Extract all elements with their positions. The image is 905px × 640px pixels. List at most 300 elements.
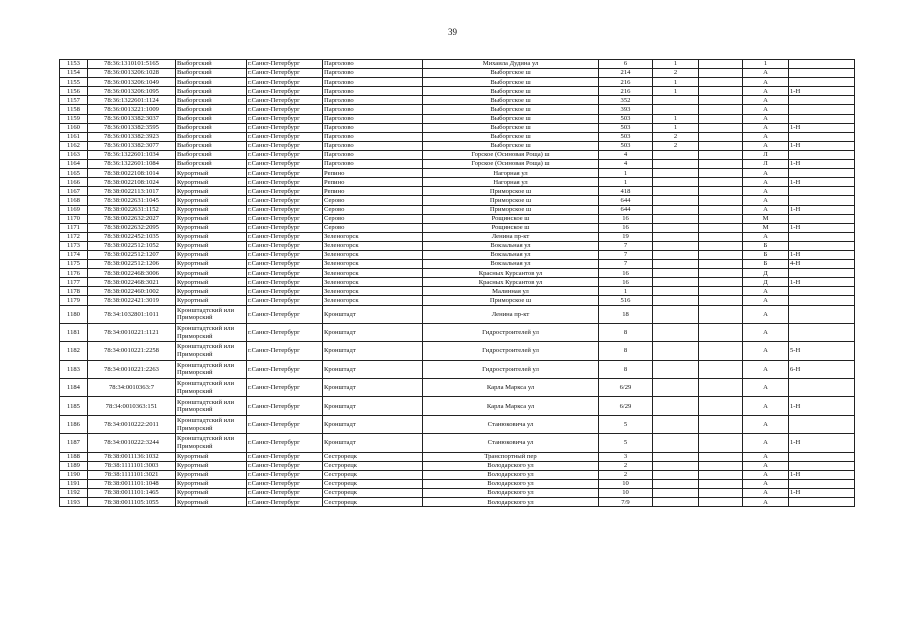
letter-designation: Б (743, 241, 789, 250)
locality-name: Парголово (323, 69, 423, 78)
building-number (653, 223, 699, 232)
row-number: 1190 (60, 470, 88, 479)
house-number: 10 (599, 479, 653, 488)
table-row (60, 323, 855, 341)
locality-name: Репино (323, 169, 423, 178)
cadastral-number: 78:36:0013382:3923 (88, 132, 176, 141)
letter-designation: А (743, 105, 789, 114)
premises-number (789, 196, 855, 205)
district-name: Выборгский (176, 141, 247, 150)
row-number: 1162 (60, 141, 88, 150)
registry-body (60, 60, 855, 507)
house-number: 7 (599, 260, 653, 269)
locality-name: Кронштадт (323, 360, 423, 378)
cadastral-number: 78:38:1111101:3021 (88, 470, 176, 479)
locality-name: Репино (323, 187, 423, 196)
house-number: 16 (599, 269, 653, 278)
city-name: г.Санкт-Петербург (247, 323, 323, 341)
district-name: Кронштадтский или Приморский (176, 397, 247, 415)
district-name: Курортный (176, 223, 247, 232)
cadastral-number: 78:34:0010363:151 (88, 397, 176, 415)
table-row (60, 296, 855, 305)
structure-number (699, 123, 743, 132)
structure-number (699, 452, 743, 461)
district-name: Выборгский (176, 123, 247, 132)
table-row (60, 150, 855, 159)
house-number: 7/9 (599, 498, 653, 507)
house-number: 16 (599, 278, 653, 287)
structure-number (699, 342, 743, 360)
structure-number (699, 269, 743, 278)
premises-number: 1-Н (789, 205, 855, 214)
city-name: г.Санкт-Петербург (247, 105, 323, 114)
premises-number (789, 415, 855, 433)
city-name: г.Санкт-Петербург (247, 114, 323, 123)
house-number: 19 (599, 232, 653, 241)
table-row (60, 498, 855, 507)
locality-name: Парголово (323, 114, 423, 123)
letter-designation: А (743, 78, 789, 87)
street-name: Приморское ш (423, 205, 599, 214)
district-name: Выборгский (176, 114, 247, 123)
cadastral-number: 78:38:0022631:1152 (88, 205, 176, 214)
row-number: 1161 (60, 132, 88, 141)
structure-number (699, 141, 743, 150)
locality-name: Зеленогорск (323, 260, 423, 269)
building-number (653, 214, 699, 223)
district-name: Курортный (176, 461, 247, 470)
premises-number (789, 69, 855, 78)
letter-designation: Б (743, 250, 789, 259)
street-name: Володарского ул (423, 489, 599, 498)
premises-number (789, 498, 855, 507)
structure-number (699, 461, 743, 470)
letter-designation: Д (743, 278, 789, 287)
letter-designation: А (743, 479, 789, 488)
house-number: 6/29 (599, 379, 653, 397)
row-number: 1157 (60, 96, 88, 105)
premises-number (789, 287, 855, 296)
building-number (653, 205, 699, 214)
building-number (653, 187, 699, 196)
district-name: Выборгский (176, 69, 247, 78)
city-name: г.Санкт-Петербург (247, 287, 323, 296)
district-name: Курортный (176, 178, 247, 187)
table-row (60, 489, 855, 498)
row-number: 1189 (60, 461, 88, 470)
locality-name: Парголово (323, 87, 423, 96)
cadastral-number: 78:38:0022468:3006 (88, 269, 176, 278)
city-name: г.Санкт-Петербург (247, 360, 323, 378)
building-number (653, 379, 699, 397)
structure-number (699, 114, 743, 123)
cadastral-number: 78:38:0022512:1206 (88, 260, 176, 269)
structure-number (699, 150, 743, 159)
building-number (653, 178, 699, 187)
district-name: Курортный (176, 196, 247, 205)
structure-number (699, 96, 743, 105)
street-name: Выборгское ш (423, 87, 599, 96)
table-row (60, 187, 855, 196)
locality-name: Парголово (323, 141, 423, 150)
building-number: 2 (653, 141, 699, 150)
locality-name: Зеленогорск (323, 232, 423, 241)
locality-name: Сестрорецк (323, 461, 423, 470)
house-number: 6/29 (599, 397, 653, 415)
cadastral-number: 78:36:1322601:1084 (88, 160, 176, 169)
cadastral-number: 78:34:0010221:2258 (88, 342, 176, 360)
street-name: Выборгское ш (423, 69, 599, 78)
district-name: Курортный (176, 470, 247, 479)
letter-designation: А (743, 434, 789, 452)
city-name: г.Санкт-Петербург (247, 278, 323, 287)
premises-number: 6-Н (789, 360, 855, 378)
house-number: 503 (599, 123, 653, 132)
structure-number (699, 241, 743, 250)
row-number: 1168 (60, 196, 88, 205)
street-name: Володарского ул (423, 498, 599, 507)
cadastral-number: 78:38:0022460:1002 (88, 287, 176, 296)
street-name: Гидростроителей ул (423, 342, 599, 360)
district-name: Выборгский (176, 150, 247, 159)
row-number: 1156 (60, 87, 88, 96)
premises-number (789, 214, 855, 223)
house-number: 214 (599, 69, 653, 78)
structure-number (699, 323, 743, 341)
structure-number (699, 479, 743, 488)
house-number: 7 (599, 241, 653, 250)
table-row (60, 178, 855, 187)
street-name: Красных Курсантов ул (423, 269, 599, 278)
district-name: Курортный (176, 479, 247, 488)
street-name: Станюковича ул (423, 415, 599, 433)
locality-name: Парголово (323, 123, 423, 132)
cadastral-number: 78:36:0013221:1009 (88, 105, 176, 114)
building-number (653, 470, 699, 479)
building-number (653, 169, 699, 178)
structure-number (699, 105, 743, 114)
table-row (60, 479, 855, 488)
district-name: Кронштадтский или Приморский (176, 305, 247, 323)
letter-designation: Л (743, 160, 789, 169)
letter-designation: Б (743, 260, 789, 269)
structure-number (699, 69, 743, 78)
locality-name: Сестрорецк (323, 470, 423, 479)
cadastral-number: 78:36:1322601:1124 (88, 96, 176, 105)
building-number: 1 (653, 78, 699, 87)
letter-designation: Л (743, 150, 789, 159)
locality-name: Парголово (323, 132, 423, 141)
letter-designation: А (743, 169, 789, 178)
building-number (653, 434, 699, 452)
street-name: Приморское ш (423, 187, 599, 196)
letter-designation: А (743, 470, 789, 479)
letter-designation: А (743, 461, 789, 470)
structure-number (699, 87, 743, 96)
district-name: Курортный (176, 278, 247, 287)
district-name: Курортный (176, 232, 247, 241)
page-number: 39 (448, 27, 457, 37)
locality-name: Сестрорецк (323, 498, 423, 507)
row-number: 1193 (60, 498, 88, 507)
row-number: 1164 (60, 160, 88, 169)
cadastral-number: 78:38:1111101:3003 (88, 461, 176, 470)
table-row (60, 223, 855, 232)
building-number (653, 160, 699, 169)
letter-designation: А (743, 489, 789, 498)
locality-name: Зеленогорск (323, 250, 423, 259)
house-number: 503 (599, 141, 653, 150)
structure-number (699, 434, 743, 452)
city-name: г.Санкт-Петербург (247, 479, 323, 488)
street-name: Приморское ш (423, 296, 599, 305)
house-number: 352 (599, 96, 653, 105)
cadastral-number: 78:34:0010363:7 (88, 379, 176, 397)
table-row (60, 141, 855, 150)
premises-number: 1-Н (789, 434, 855, 452)
locality-name: Серово (323, 205, 423, 214)
structure-number (699, 196, 743, 205)
row-number: 1170 (60, 214, 88, 223)
locality-name: Зеленогорск (323, 269, 423, 278)
row-number: 1167 (60, 187, 88, 196)
premises-number: 1-Н (789, 278, 855, 287)
house-number: 2 (599, 470, 653, 479)
city-name: г.Санкт-Петербург (247, 305, 323, 323)
locality-name: Кронштадт (323, 434, 423, 452)
letter-designation: А (743, 360, 789, 378)
city-name: г.Санкт-Петербург (247, 214, 323, 223)
letter-designation: А (743, 87, 789, 96)
city-name: г.Санкт-Петербург (247, 489, 323, 498)
letter-designation: А (743, 452, 789, 461)
cadastral-number: 78:38:0011105:1055 (88, 498, 176, 507)
house-number: 16 (599, 214, 653, 223)
row-number: 1174 (60, 250, 88, 259)
building-number (653, 287, 699, 296)
street-name: Карла Маркса ул (423, 379, 599, 397)
cadastral-number: 78:36:0013382:3595 (88, 123, 176, 132)
house-number: 503 (599, 132, 653, 141)
premises-number: 1-Н (789, 178, 855, 187)
table-row (60, 160, 855, 169)
row-number: 1154 (60, 69, 88, 78)
building-number (653, 260, 699, 269)
premises-number (789, 60, 855, 69)
building-number: 2 (653, 69, 699, 78)
city-name: г.Санкт-Петербург (247, 96, 323, 105)
house-number: 8 (599, 323, 653, 341)
row-number: 1191 (60, 479, 88, 488)
city-name: г.Санкт-Петербург (247, 141, 323, 150)
locality-name: Парголово (323, 105, 423, 114)
table-row (60, 342, 855, 360)
district-name: Курортный (176, 169, 247, 178)
premises-number: 1-Н (789, 160, 855, 169)
table-row (60, 287, 855, 296)
building-number (653, 452, 699, 461)
city-name: г.Санкт-Петербург (247, 87, 323, 96)
structure-number (699, 132, 743, 141)
house-number: 393 (599, 105, 653, 114)
table-row (60, 196, 855, 205)
cadastral-number: 78:38:0022512:1207 (88, 250, 176, 259)
structure-number (699, 205, 743, 214)
premises-number: 1-Н (789, 397, 855, 415)
street-name: Рощинское ш (423, 214, 599, 223)
premises-number (789, 479, 855, 488)
structure-number (699, 260, 743, 269)
building-number: 1 (653, 114, 699, 123)
locality-name: Кронштадт (323, 323, 423, 341)
letter-designation: А (743, 323, 789, 341)
table-row (60, 169, 855, 178)
cadastral-number: 78:38:0011101:1048 (88, 479, 176, 488)
district-name: Кронштадтский или Приморский (176, 342, 247, 360)
table-row (60, 96, 855, 105)
locality-name: Кронштадт (323, 342, 423, 360)
house-number: 644 (599, 196, 653, 205)
city-name: г.Санкт-Петербург (247, 434, 323, 452)
house-number: 8 (599, 360, 653, 378)
table-row (60, 60, 855, 69)
table-row (60, 415, 855, 433)
street-name: Вокзальная ул (423, 241, 599, 250)
letter-designation: А (743, 178, 789, 187)
district-name: Курортный (176, 296, 247, 305)
street-name: Выборгское ш (423, 132, 599, 141)
locality-name: Кронштадт (323, 397, 423, 415)
table-row (60, 278, 855, 287)
row-number: 1176 (60, 269, 88, 278)
city-name: г.Санкт-Петербург (247, 78, 323, 87)
structure-number (699, 187, 743, 196)
row-number: 1188 (60, 452, 88, 461)
building-number (653, 342, 699, 360)
table-row (60, 470, 855, 479)
row-number: 1181 (60, 323, 88, 341)
building-number (653, 323, 699, 341)
locality-name: Кронштадт (323, 305, 423, 323)
district-name: Выборгский (176, 78, 247, 87)
locality-name: Сестрорецк (323, 479, 423, 488)
street-name: Выборгское ш (423, 78, 599, 87)
letter-designation: 1 (743, 60, 789, 69)
premises-number (789, 269, 855, 278)
cadastral-number: 78:36:0013206:1049 (88, 78, 176, 87)
structure-number (699, 232, 743, 241)
premises-number: 1-Н (789, 470, 855, 479)
house-number: 4 (599, 160, 653, 169)
locality-name: Зеленогорск (323, 296, 423, 305)
table-row (60, 260, 855, 269)
building-number (653, 250, 699, 259)
structure-number (699, 305, 743, 323)
district-name: Кронштадтский или Приморский (176, 434, 247, 452)
locality-name: Серово (323, 223, 423, 232)
premises-number: 1-Н (789, 489, 855, 498)
letter-designation: А (743, 498, 789, 507)
house-number: 516 (599, 296, 653, 305)
premises-number: 1-Н (789, 141, 855, 150)
row-number: 1183 (60, 360, 88, 378)
house-number: 8 (599, 342, 653, 360)
premises-number (789, 105, 855, 114)
row-number: 1173 (60, 241, 88, 250)
house-number: 216 (599, 87, 653, 96)
house-number: 2 (599, 461, 653, 470)
street-name: Гидростроителей ул (423, 323, 599, 341)
cadastral-number: 78:34:0010221:2263 (88, 360, 176, 378)
premises-number (789, 187, 855, 196)
building-number (653, 489, 699, 498)
premises-number: 5-Н (789, 342, 855, 360)
structure-number (699, 379, 743, 397)
premises-number: 1-Н (789, 223, 855, 232)
cadastral-number: 78:36:1322601:1034 (88, 150, 176, 159)
city-name: г.Санкт-Петербург (247, 269, 323, 278)
house-number: 503 (599, 114, 653, 123)
table-row (60, 360, 855, 378)
table-row (60, 87, 855, 96)
city-name: г.Санкт-Петербург (247, 250, 323, 259)
table-row (60, 78, 855, 87)
city-name: г.Санкт-Петербург (247, 132, 323, 141)
city-name: г.Санкт-Петербург (247, 69, 323, 78)
structure-number (699, 415, 743, 433)
street-name: Нагорная ул (423, 169, 599, 178)
street-name: Горское (Осиновая Роща) ш (423, 160, 599, 169)
letter-designation: М (743, 223, 789, 232)
table-row (60, 214, 855, 223)
street-name: Станюковича ул (423, 434, 599, 452)
row-number: 1153 (60, 60, 88, 69)
letter-designation: А (743, 397, 789, 415)
locality-name: Парголово (323, 150, 423, 159)
cadastral-number: 78:38:0022632:2095 (88, 223, 176, 232)
row-number: 1172 (60, 232, 88, 241)
city-name: г.Санкт-Петербург (247, 150, 323, 159)
street-name: Михаила Дудина ул (423, 60, 599, 69)
letter-designation: А (743, 205, 789, 214)
district-name: Выборгский (176, 96, 247, 105)
street-name: Володарского ул (423, 470, 599, 479)
house-number: 10 (599, 489, 653, 498)
structure-number (699, 250, 743, 259)
premises-number: 1-Н (789, 123, 855, 132)
premises-number (789, 323, 855, 341)
table-row (60, 250, 855, 259)
house-number: 1 (599, 287, 653, 296)
structure-number (699, 287, 743, 296)
locality-name: Серово (323, 214, 423, 223)
street-name: Выборгское ш (423, 105, 599, 114)
premises-number (789, 78, 855, 87)
district-name: Кронштадтский или Приморский (176, 379, 247, 397)
row-number: 1165 (60, 169, 88, 178)
row-number: 1163 (60, 150, 88, 159)
district-name: Кронштадтский или Приморский (176, 323, 247, 341)
row-number: 1160 (60, 123, 88, 132)
street-name: Карла Маркса ул (423, 397, 599, 415)
house-number: 5 (599, 415, 653, 433)
table-row (60, 305, 855, 323)
building-number (653, 241, 699, 250)
city-name: г.Санкт-Петербург (247, 397, 323, 415)
premises-number (789, 114, 855, 123)
locality-name: Парголово (323, 96, 423, 105)
premises-number (789, 452, 855, 461)
